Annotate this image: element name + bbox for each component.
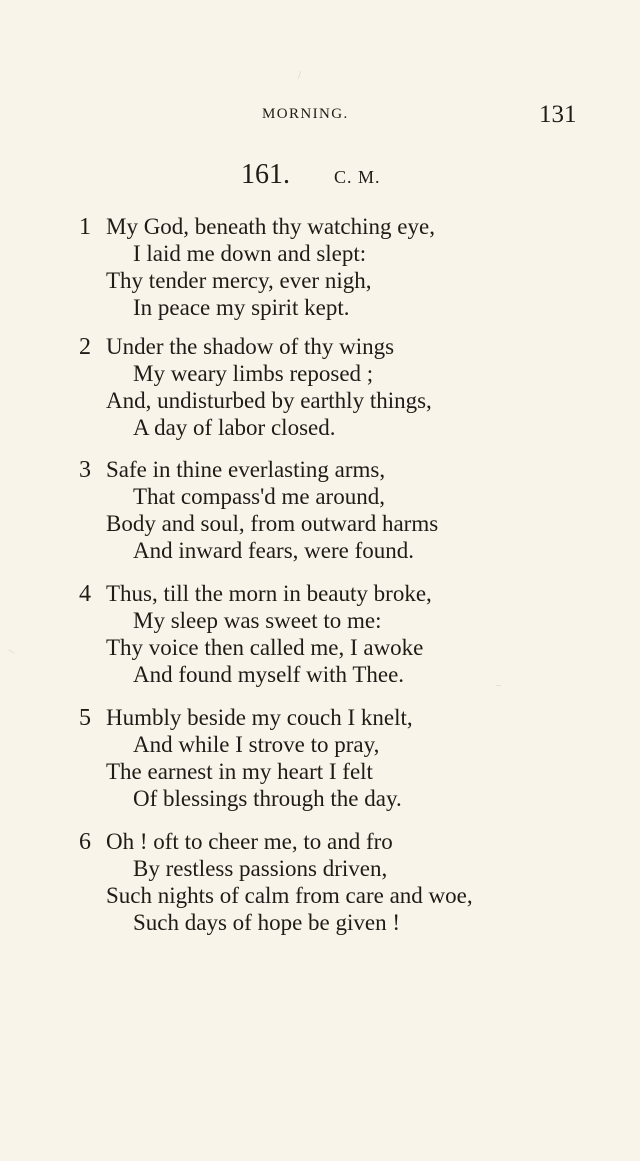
stanza-number: 1 [79, 214, 91, 240]
verse-line: By restless passions driven, [133, 856, 388, 881]
verse-line: And found myself with Thee. [133, 662, 405, 687]
stanza [0, 333, 640, 445]
verse-line: Of blessings through the day. [133, 786, 402, 811]
stanza-number: 4 [79, 581, 91, 607]
stanza [0, 704, 640, 816]
verse-line: Thy voice then called me, I awoke [106, 635, 424, 660]
verse-line: Such nights of calm from care and woe, [106, 883, 473, 908]
stanza-number: 2 [79, 334, 91, 360]
stanza-number: 6 [79, 829, 91, 855]
stanza [0, 456, 640, 568]
paper-speck [298, 71, 301, 79]
verse-line: The earnest in my heart I felt [106, 759, 373, 784]
verse-line: Body and soul, from outward harms [106, 511, 439, 536]
stanza [0, 580, 640, 692]
hymn-meter: C. M. [334, 167, 381, 187]
hymn-heading [0, 159, 640, 195]
running-title: MORNING. [262, 106, 349, 122]
verse-line: Safe in thine everlasting arms, [106, 457, 386, 482]
stanza [0, 213, 640, 325]
stanza-number: 5 [79, 705, 91, 731]
verse-line: Thy tender mercy, ever nigh, [106, 268, 372, 293]
verse-line: In peace my spirit kept. [133, 295, 350, 320]
verse-line: My God, beneath thy watching eye, [106, 214, 435, 239]
verse-line: Under the shadow of thy wings [106, 334, 395, 359]
verse-line: A day of labor closed. [133, 415, 336, 440]
stanza [0, 828, 640, 940]
verse-line: Oh ! oft to cheer me, to and fro [106, 829, 393, 854]
verse-line: And while I strove to pray, [133, 732, 380, 757]
verse-line: Humbly beside my couch I knelt, [106, 705, 413, 730]
verse-line: Thus, till the morn in beauty broke, [106, 581, 432, 606]
verse-line: And inward fears, were found. [133, 538, 415, 563]
verse-line: And, undisturbed by earthly things, [106, 388, 432, 413]
running-header [0, 101, 640, 128]
verse-line: That compass'd me around, [133, 484, 385, 509]
verse-line: My sleep was sweet to me: [133, 608, 382, 633]
stanza-number: 3 [79, 457, 91, 483]
hymn-number: 161. [241, 159, 290, 190]
verse-line: I laid me down and slept: [133, 241, 367, 266]
verse-line: My weary limbs reposed ; [133, 361, 374, 386]
page-number: 131 [539, 101, 577, 128]
verse-line: Such days of hope be given ! [133, 910, 400, 935]
